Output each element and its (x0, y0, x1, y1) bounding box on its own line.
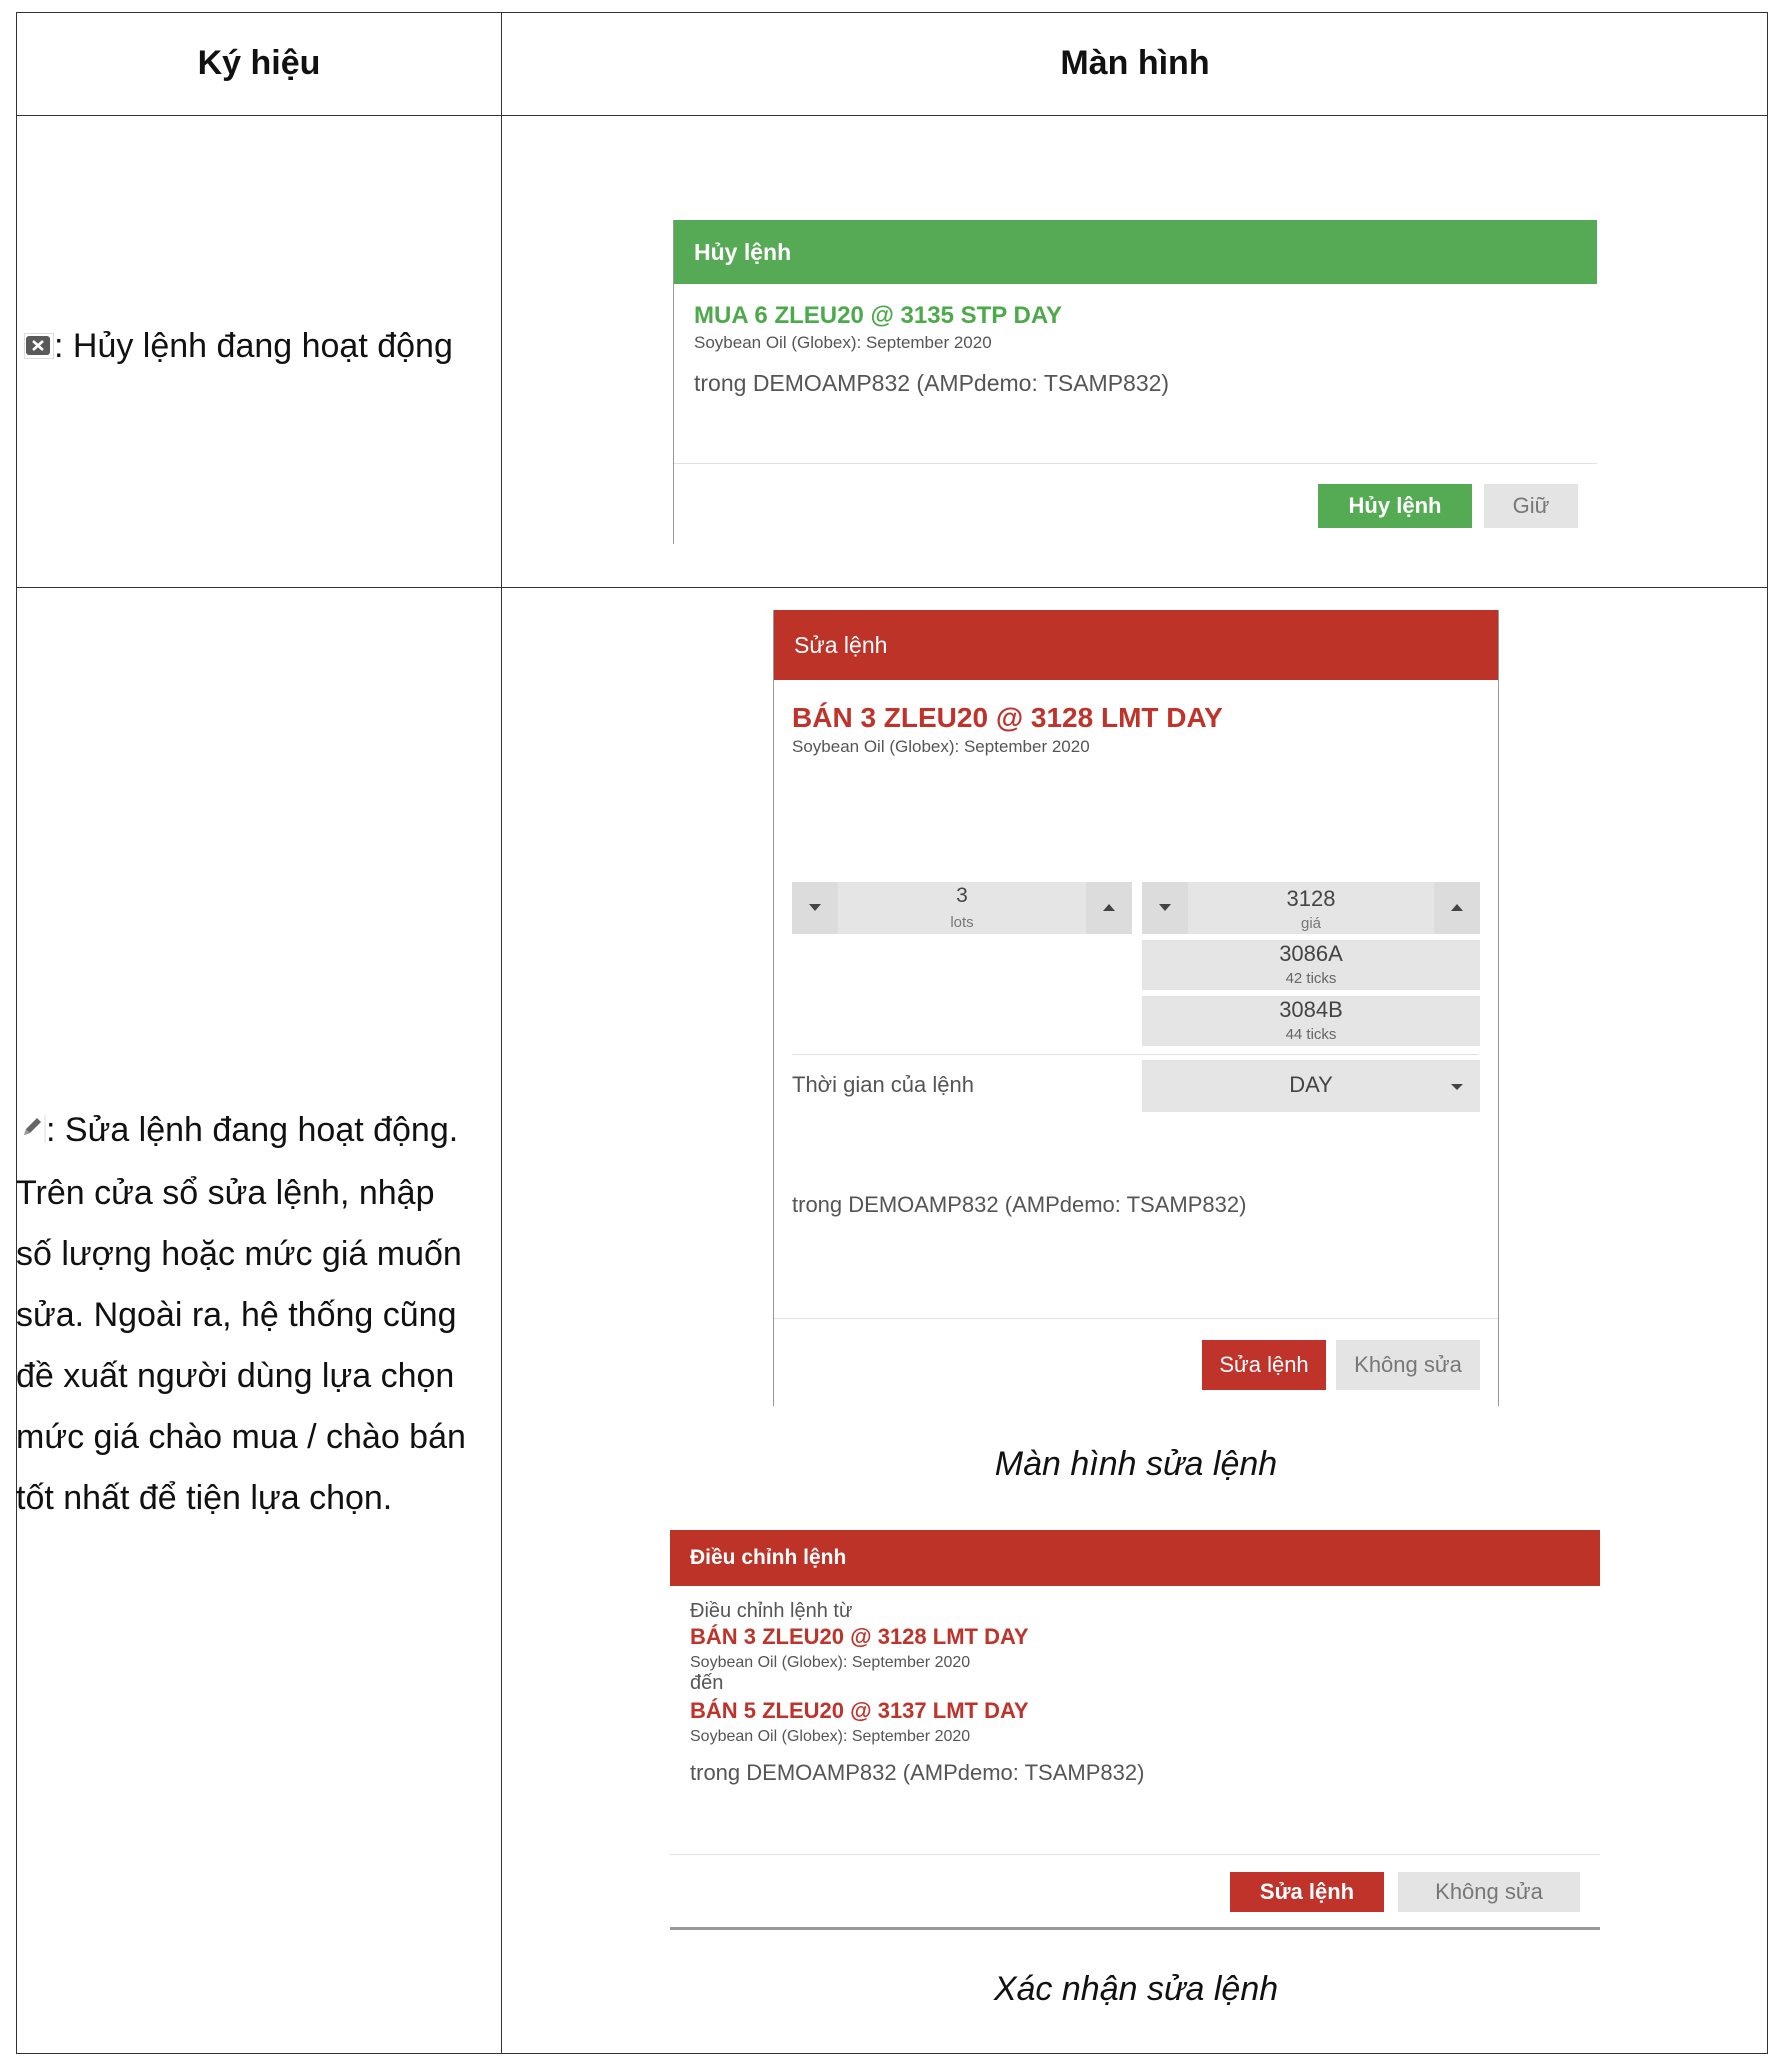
discard-edit-button[interactable]: Không sửa (1398, 1872, 1580, 1912)
caret-down-icon (1442, 1060, 1472, 1112)
quantity-decrease-button[interactable] (792, 882, 838, 934)
dialog-title: Hủy lệnh (674, 220, 1597, 284)
column-header-screen: Màn hình (1060, 43, 1210, 82)
account-info: trong DEMOAMP832 (AMPdemo: TSAMP832) (792, 1192, 1247, 1217)
account-info: trong DEMOAMP832 (AMPdemo: TSAMP832) (694, 370, 1170, 396)
discard-edit-button[interactable]: Không sửa (1336, 1340, 1480, 1390)
order-summary: BÁN 3 ZLEU20 @ 3128 LMT DAY (792, 702, 1223, 733)
instrument-name: Soybean Oil (Globex): September 2020 (694, 333, 992, 352)
from-label: Điều chỉnh lệnh từ (690, 1600, 853, 1622)
duration-select[interactable]: DAY (1142, 1060, 1480, 1112)
price-value[interactable]: 3128 (1286, 886, 1336, 911)
row-divider (17, 587, 1767, 588)
caret-up-icon (1086, 882, 1132, 934)
edit-screen-caption: Màn hình sửa lệnh (994, 1445, 1278, 1483)
from-order: BÁN 3 ZLEU20 @ 3128 LMT DAY (690, 1624, 1029, 1649)
price-suggestion[interactable]: 3086A 42 ticks (1142, 940, 1480, 990)
keep-order-button[interactable]: Giữ (1484, 484, 1578, 528)
quantity-unit: lots (950, 914, 974, 931)
column-divider (501, 13, 502, 2053)
dialog-title: Điều chỉnh lệnh (670, 1530, 1600, 1586)
price-decrease-button[interactable] (1142, 882, 1188, 934)
to-order: BÁN 5 ZLEU20 @ 3137 LMT DAY (690, 1698, 1029, 1723)
duration-label: Thời gian của lệnh (792, 1072, 974, 1097)
dialog-divider (674, 463, 1597, 464)
edit-note: : Sửa lệnh đang hoạt động. Trên cửa sổ sửa lệnh, nhập số lượng hoặc mức giá muốn sửa. Ngoài ra, hệ thống cũng đề xuất người dùng lựa chọn mức giá chào mua / chào bán tốt nhất để tiện lựa chọn. (16, 1100, 496, 1529)
caret-up-icon (1434, 882, 1480, 934)
dialog-divider (774, 1318, 1498, 1319)
cancel-note: : Hủy lệnh đang hoạt động (24, 316, 453, 379)
modify-confirm-dialog (670, 1530, 1600, 1930)
account-info: trong DEMOAMP832 (AMPdemo: TSAMP832) (690, 1760, 1145, 1785)
confirm-edit-button[interactable]: Sửa lệnh (1230, 1872, 1384, 1912)
caret-down-icon (1142, 882, 1188, 934)
from-instrument: Soybean Oil (Globex): September 2020 (690, 1654, 971, 1671)
edit-order-dialog (773, 610, 1499, 1406)
confirm-edit-button[interactable]: Sửa lệnh (1202, 1340, 1326, 1390)
caret-down-icon (792, 882, 838, 934)
dialog-divider (670, 1854, 1600, 1855)
instrument-name: Soybean Oil (Globex): September 2020 (792, 737, 1090, 756)
quantity-stepper[interactable] (792, 882, 1132, 934)
close-box-icon (24, 318, 54, 379)
price-stepper[interactable] (1142, 882, 1480, 934)
price-suggestion[interactable]: 3084B 44 ticks (1142, 996, 1480, 1046)
column-header-symbol: Ký hiệu (197, 43, 321, 82)
quantity-increase-button[interactable] (1086, 882, 1132, 934)
price-unit: giá (1300, 915, 1322, 932)
to-instrument: Soybean Oil (Globex): September 2020 (690, 1728, 971, 1745)
pencil-icon (16, 1102, 46, 1163)
dialog-title: Sửa lệnh (774, 610, 1498, 680)
to-label: đến (690, 1672, 724, 1694)
price-increase-button[interactable] (1434, 882, 1480, 934)
cancel-order-button[interactable]: Hủy lệnh (1318, 484, 1472, 528)
cancel-order-dialog (673, 220, 1597, 544)
row-divider (17, 115, 1767, 116)
section-divider (792, 1054, 1478, 1055)
order-summary: MUA 6 ZLEU20 @ 3135 STP DAY (694, 302, 1062, 329)
quantity-value[interactable]: 3 (956, 884, 968, 907)
confirm-screen-caption: Xác nhận sửa lệnh (993, 1970, 1279, 2008)
